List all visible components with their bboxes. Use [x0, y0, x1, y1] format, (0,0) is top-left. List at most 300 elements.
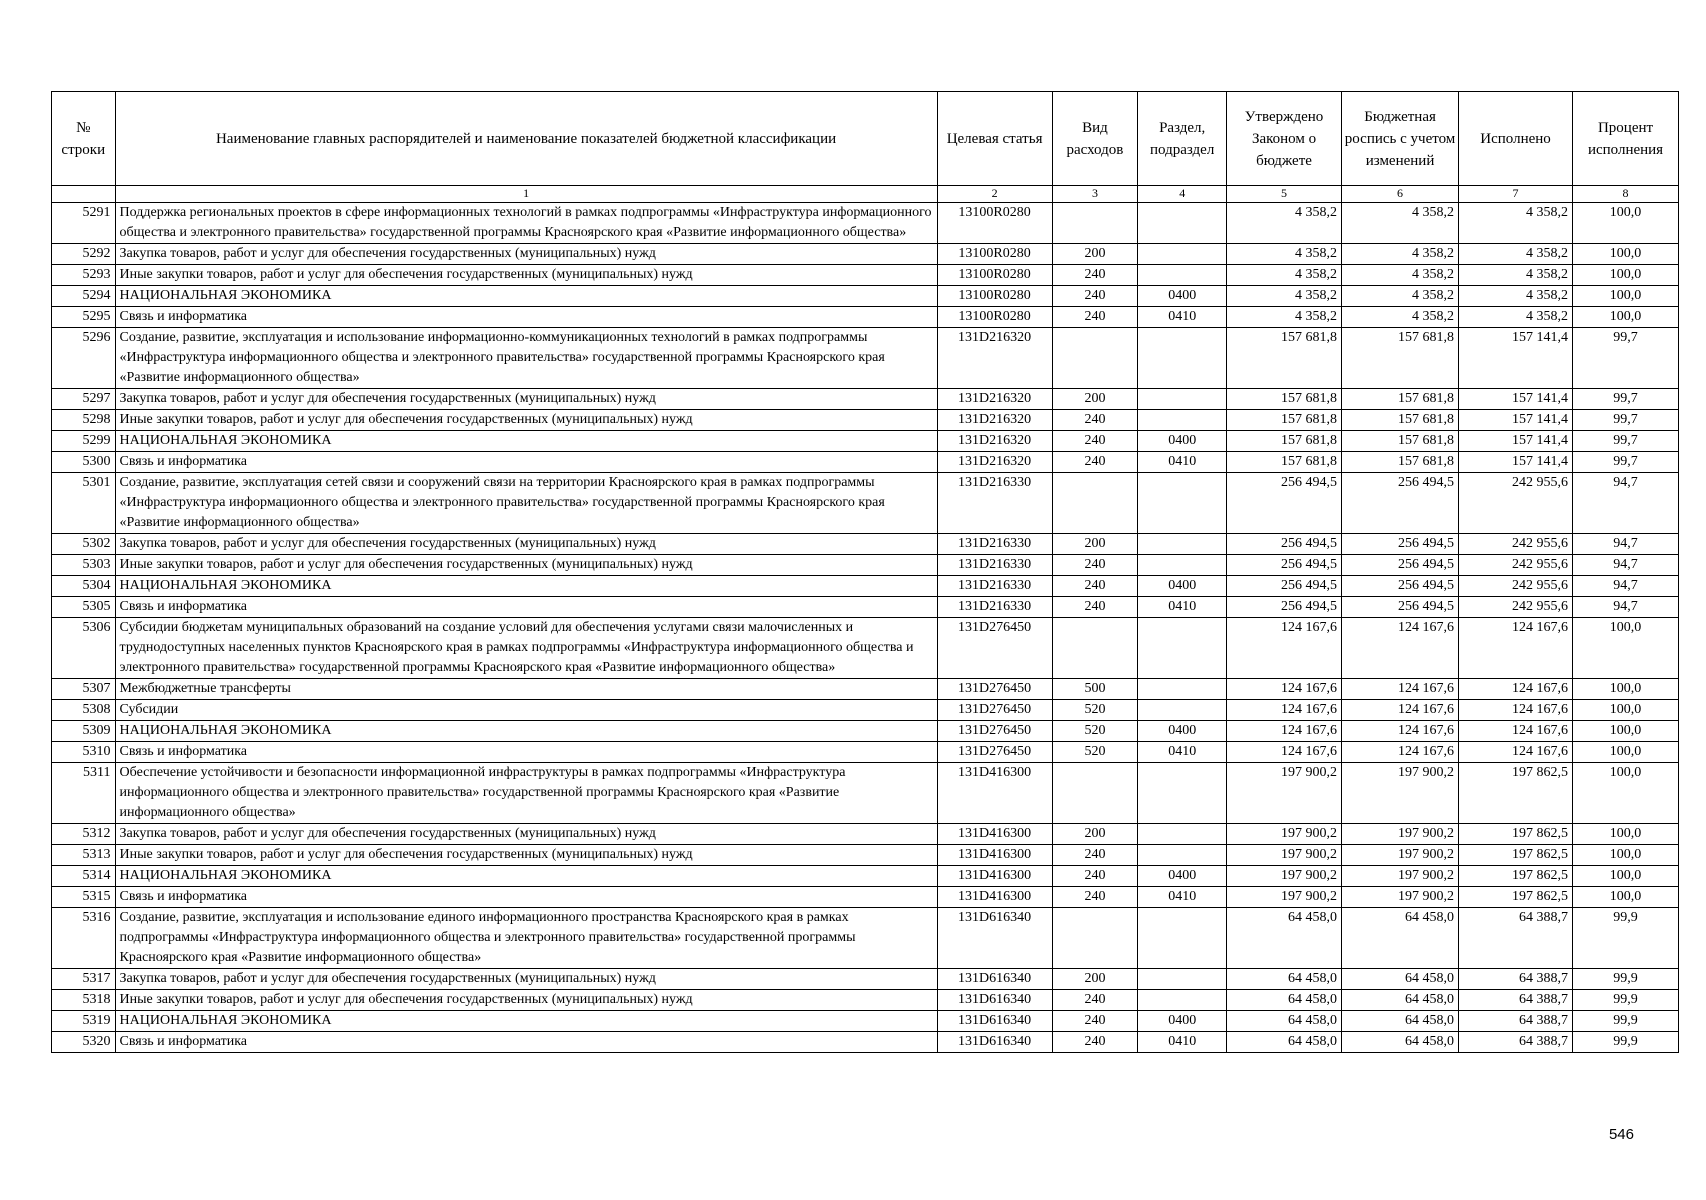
target-article: 131D616340: [937, 969, 1052, 990]
section-code: 0410: [1138, 452, 1227, 473]
section-code: [1138, 763, 1227, 824]
percent-executed: 100,0: [1573, 887, 1679, 908]
percent-executed: 94,7: [1573, 473, 1679, 534]
approved-amount: 124 167,6: [1227, 679, 1342, 700]
approved-amount: 256 494,5: [1227, 473, 1342, 534]
section-code: [1138, 265, 1227, 286]
target-article: 131D216330: [937, 555, 1052, 576]
executed-amount: 124 167,6: [1459, 700, 1573, 721]
expense-type: 240: [1052, 555, 1138, 576]
approved-amount: 197 900,2: [1227, 887, 1342, 908]
executed-amount: 124 167,6: [1459, 742, 1573, 763]
table-row: [52, 452, 1679, 473]
section-code: 0410: [1138, 307, 1227, 328]
table-row: [52, 328, 1679, 389]
row-name: Связь и информатика: [115, 597, 937, 618]
schedule-amount: 124 167,6: [1342, 679, 1459, 700]
expense-type: 200: [1052, 969, 1138, 990]
executed-amount: 64 388,7: [1459, 990, 1573, 1011]
row-number: 5310: [52, 742, 116, 763]
row-number: 5303: [52, 555, 116, 576]
target-article: 13100R0280: [937, 265, 1052, 286]
percent-executed: 100,0: [1573, 742, 1679, 763]
target-article: 131D416300: [937, 866, 1052, 887]
row-name: Связь и информатика: [115, 452, 937, 473]
header-expense-type: Вид расходов: [1052, 92, 1138, 186]
section-code: 0400: [1138, 431, 1227, 452]
schedule-amount: 157 681,8: [1342, 410, 1459, 431]
table-row: [52, 824, 1679, 845]
schedule-amount: 157 681,8: [1342, 328, 1459, 389]
expense-type: 240: [1052, 1011, 1138, 1032]
schedule-amount: 124 167,6: [1342, 742, 1459, 763]
schedule-amount: 197 900,2: [1342, 845, 1459, 866]
column-number: 7: [1459, 186, 1573, 203]
expense-type: 240: [1052, 576, 1138, 597]
row-number: 5298: [52, 410, 116, 431]
percent-executed: 100,0: [1573, 286, 1679, 307]
target-article: 13100R0280: [937, 244, 1052, 265]
executed-amount: 197 862,5: [1459, 887, 1573, 908]
schedule-amount: 256 494,5: [1342, 555, 1459, 576]
approved-amount: 124 167,6: [1227, 700, 1342, 721]
expense-type: [1052, 473, 1138, 534]
approved-amount: 64 458,0: [1227, 1032, 1342, 1053]
column-number: 3: [1052, 186, 1138, 203]
expense-type: 240: [1052, 452, 1138, 473]
budget-execution-table: [51, 91, 1679, 1053]
executed-amount: 64 388,7: [1459, 908, 1573, 969]
approved-amount: 197 900,2: [1227, 845, 1342, 866]
expense-type: 520: [1052, 721, 1138, 742]
target-article: 131D416300: [937, 824, 1052, 845]
executed-amount: 242 955,6: [1459, 473, 1573, 534]
expense-type: [1052, 328, 1138, 389]
table-row: [52, 410, 1679, 431]
approved-amount: 124 167,6: [1227, 721, 1342, 742]
schedule-amount: 4 358,2: [1342, 244, 1459, 265]
target-article: 131D616340: [937, 908, 1052, 969]
schedule-amount: 124 167,6: [1342, 618, 1459, 679]
row-name: Закупка товаров, работ и услуг для обеспечения государственных (муниципальных) нужд: [115, 389, 937, 410]
target-article: 131D216330: [937, 576, 1052, 597]
schedule-amount: 64 458,0: [1342, 1011, 1459, 1032]
row-number: 5312: [52, 824, 116, 845]
expense-type: [1052, 203, 1138, 244]
table-row: [52, 763, 1679, 824]
expense-type: 200: [1052, 824, 1138, 845]
executed-amount: 157 141,4: [1459, 389, 1573, 410]
table-row: [52, 534, 1679, 555]
expense-type: 520: [1052, 700, 1138, 721]
row-number: 5315: [52, 887, 116, 908]
executed-amount: 4 358,2: [1459, 203, 1573, 244]
percent-executed: 94,7: [1573, 555, 1679, 576]
approved-amount: 64 458,0: [1227, 990, 1342, 1011]
expense-type: 200: [1052, 244, 1138, 265]
row-name: Закупка товаров, работ и услуг для обеспечения государственных (муниципальных) нужд: [115, 534, 937, 555]
table-row: [52, 265, 1679, 286]
target-article: 131D216330: [937, 597, 1052, 618]
approved-amount: 197 900,2: [1227, 866, 1342, 887]
target-article: 13100R0280: [937, 307, 1052, 328]
section-code: [1138, 555, 1227, 576]
row-number: 5320: [52, 1032, 116, 1053]
row-name: Субсидии бюджетам муниципальных образований на создание условий для обеспечения услугами связи малочисленных и труднодоступных населенных пунктов Красноярского края в рамках подпрограммы «Инфраструктура информационного общества и электронного правительства» государственной программы Красноярского края «Развитие информационного общества»: [115, 618, 937, 679]
section-code: 0400: [1138, 721, 1227, 742]
row-number: 5302: [52, 534, 116, 555]
approved-amount: 157 681,8: [1227, 389, 1342, 410]
target-article: 131D216330: [937, 534, 1052, 555]
percent-executed: 100,0: [1573, 824, 1679, 845]
schedule-amount: 256 494,5: [1342, 576, 1459, 597]
table-row: [52, 576, 1679, 597]
table-row: [52, 1032, 1679, 1053]
section-code: [1138, 203, 1227, 244]
executed-amount: 157 141,4: [1459, 328, 1573, 389]
executed-amount: 242 955,6: [1459, 534, 1573, 555]
executed-amount: 242 955,6: [1459, 576, 1573, 597]
schedule-amount: 256 494,5: [1342, 473, 1459, 534]
row-number: 5319: [52, 1011, 116, 1032]
table-row: [52, 742, 1679, 763]
column-number: [52, 186, 116, 203]
column-number: 1: [115, 186, 937, 203]
schedule-amount: 64 458,0: [1342, 908, 1459, 969]
table-row: [52, 286, 1679, 307]
row-name: Связь и информатика: [115, 1032, 937, 1053]
target-article: 131D276450: [937, 742, 1052, 763]
executed-amount: 124 167,6: [1459, 721, 1573, 742]
target-article: 131D416300: [937, 763, 1052, 824]
expense-type: 240: [1052, 845, 1138, 866]
percent-executed: 99,7: [1573, 410, 1679, 431]
target-article: 131D416300: [937, 887, 1052, 908]
percent-executed: 100,0: [1573, 721, 1679, 742]
expense-type: 200: [1052, 389, 1138, 410]
percent-executed: 99,7: [1573, 452, 1679, 473]
row-number: 5301: [52, 473, 116, 534]
expense-type: 240: [1052, 307, 1138, 328]
approved-amount: 4 358,2: [1227, 265, 1342, 286]
schedule-amount: 4 358,2: [1342, 203, 1459, 244]
row-number: 5294: [52, 286, 116, 307]
approved-amount: 197 900,2: [1227, 763, 1342, 824]
table-row: [52, 618, 1679, 679]
expense-type: 520: [1052, 742, 1138, 763]
approved-amount: 256 494,5: [1227, 534, 1342, 555]
percent-executed: 99,9: [1573, 908, 1679, 969]
table-row: [52, 700, 1679, 721]
table-row: [52, 969, 1679, 990]
row-number: 5297: [52, 389, 116, 410]
header-row: [52, 92, 1679, 186]
row-number: 5318: [52, 990, 116, 1011]
table-body: [52, 203, 1679, 1053]
row-number: 5308: [52, 700, 116, 721]
table-row: [52, 555, 1679, 576]
row-name: Создание, развитие, эксплуатация и использование информационно-коммуникационных технологий в рамках подпрограммы «Инфраструктура информационного общества и электронного правительства» государственной программы Красноярского края «Развитие информационного общества»: [115, 328, 937, 389]
percent-executed: 100,0: [1573, 866, 1679, 887]
section-code: [1138, 328, 1227, 389]
percent-executed: 99,7: [1573, 328, 1679, 389]
schedule-amount: 4 358,2: [1342, 265, 1459, 286]
header-target-article: Целевая статья: [937, 92, 1052, 186]
row-number: 5307: [52, 679, 116, 700]
row-number: 5305: [52, 597, 116, 618]
row-number: 5293: [52, 265, 116, 286]
schedule-amount: 157 681,8: [1342, 452, 1459, 473]
percent-executed: 99,9: [1573, 969, 1679, 990]
row-name: Иные закупки товаров, работ и услуг для обеспечения государственных (муниципальных) нужд: [115, 265, 937, 286]
section-code: [1138, 700, 1227, 721]
section-code: [1138, 824, 1227, 845]
row-name: Межбюджетные трансферты: [115, 679, 937, 700]
schedule-amount: 197 900,2: [1342, 763, 1459, 824]
row-name: Иные закупки товаров, работ и услуг для обеспечения государственных (муниципальных) нужд: [115, 555, 937, 576]
table-row: [52, 679, 1679, 700]
target-article: 13100R0280: [937, 203, 1052, 244]
percent-executed: 99,9: [1573, 990, 1679, 1011]
approved-amount: 124 167,6: [1227, 618, 1342, 679]
table-row: [52, 990, 1679, 1011]
section-code: 0400: [1138, 576, 1227, 597]
table-row: [52, 431, 1679, 452]
target-article: 131D216320: [937, 389, 1052, 410]
approved-amount: 64 458,0: [1227, 908, 1342, 969]
percent-executed: 99,9: [1573, 1032, 1679, 1053]
column-number: 4: [1138, 186, 1227, 203]
schedule-amount: 124 167,6: [1342, 721, 1459, 742]
table-row: [52, 473, 1679, 534]
target-article: 131D276450: [937, 700, 1052, 721]
header-executed: Исполнено: [1459, 92, 1573, 186]
section-code: 0400: [1138, 286, 1227, 307]
row-name: Создание, развитие, эксплуатация и использование единого информационного пространства Красноярского края в рамках подпрограммы «Инфраструктура информационного общества и электронного правительства» государственной программы Красноярского края «Развитие информационного общества»: [115, 908, 937, 969]
header-budget-schedule: Бюджетная роспись с учетом изменений: [1342, 92, 1459, 186]
percent-executed: 100,0: [1573, 700, 1679, 721]
expense-type: 240: [1052, 286, 1138, 307]
section-code: [1138, 389, 1227, 410]
column-number: 5: [1227, 186, 1342, 203]
section-code: [1138, 534, 1227, 555]
executed-amount: 4 358,2: [1459, 244, 1573, 265]
target-article: 131D216330: [937, 473, 1052, 534]
executed-amount: 242 955,6: [1459, 555, 1573, 576]
schedule-amount: 197 900,2: [1342, 887, 1459, 908]
section-code: 0400: [1138, 866, 1227, 887]
target-article: 131D616340: [937, 1011, 1052, 1032]
percent-executed: 100,0: [1573, 203, 1679, 244]
percent-executed: 94,7: [1573, 597, 1679, 618]
row-number: 5314: [52, 866, 116, 887]
row-name: Иные закупки товаров, работ и услуг для обеспечения государственных (муниципальных) нужд: [115, 845, 937, 866]
executed-amount: 4 358,2: [1459, 286, 1573, 307]
row-number: 5300: [52, 452, 116, 473]
target-article: 131D216320: [937, 431, 1052, 452]
section-code: [1138, 618, 1227, 679]
approved-amount: 157 681,8: [1227, 328, 1342, 389]
section-code: 0410: [1138, 742, 1227, 763]
expense-type: 240: [1052, 410, 1138, 431]
row-name: Обеспечение устойчивости и безопасности информационной инфраструктуры в рамках подпрограммы «Инфраструктура информационного общества и электронного правительства» государственной программы Красноярского края «Развитие информационного общества»: [115, 763, 937, 824]
row-name: Закупка товаров, работ и услуг для обеспечения государственных (муниципальных) нужд: [115, 824, 937, 845]
section-code: [1138, 679, 1227, 700]
row-name: НАЦИОНАЛЬНАЯ ЭКОНОМИКА: [115, 576, 937, 597]
table-row: [52, 908, 1679, 969]
expense-type: [1052, 908, 1138, 969]
percent-executed: 100,0: [1573, 244, 1679, 265]
section-code: [1138, 473, 1227, 534]
row-number: 5291: [52, 203, 116, 244]
percent-executed: 100,0: [1573, 265, 1679, 286]
approved-amount: 256 494,5: [1227, 597, 1342, 618]
table-row: [52, 244, 1679, 265]
row-number: 5299: [52, 431, 116, 452]
approved-amount: 64 458,0: [1227, 969, 1342, 990]
schedule-amount: 197 900,2: [1342, 866, 1459, 887]
executed-amount: 197 862,5: [1459, 845, 1573, 866]
expense-type: 240: [1052, 597, 1138, 618]
row-name: Закупка товаров, работ и услуг для обеспечения государственных (муниципальных) нужд: [115, 969, 937, 990]
expense-type: 240: [1052, 887, 1138, 908]
approved-amount: 4 358,2: [1227, 307, 1342, 328]
schedule-amount: 256 494,5: [1342, 534, 1459, 555]
executed-amount: 4 358,2: [1459, 307, 1573, 328]
target-article: 131D616340: [937, 1032, 1052, 1053]
target-article: 131D216320: [937, 328, 1052, 389]
row-name: Связь и информатика: [115, 307, 937, 328]
header-approved: Утверждено Законом о бюджете: [1227, 92, 1342, 186]
approved-amount: 4 358,2: [1227, 286, 1342, 307]
percent-executed: 100,0: [1573, 307, 1679, 328]
percent-executed: 100,0: [1573, 679, 1679, 700]
expense-type: [1052, 618, 1138, 679]
expense-type: [1052, 763, 1138, 824]
expense-type: 200: [1052, 534, 1138, 555]
executed-amount: 64 388,7: [1459, 1032, 1573, 1053]
section-code: 0410: [1138, 887, 1227, 908]
row-number: 5292: [52, 244, 116, 265]
target-article: 131D216320: [937, 452, 1052, 473]
expense-type: 240: [1052, 990, 1138, 1011]
section-code: [1138, 969, 1227, 990]
executed-amount: 157 141,4: [1459, 452, 1573, 473]
target-article: 131D276450: [937, 618, 1052, 679]
header-percent: Процент исполнения: [1573, 92, 1679, 186]
row-name: Закупка товаров, работ и услуг для обеспечения государственных (муниципальных) нужд: [115, 244, 937, 265]
percent-executed: 99,7: [1573, 431, 1679, 452]
expense-type: 240: [1052, 866, 1138, 887]
row-name: НАЦИОНАЛЬНАЯ ЭКОНОМИКА: [115, 721, 937, 742]
row-name: Создание, развитие, эксплуатация сетей связи и сооружений связи на территории Красноярского края в рамках подпрограммы «Инфраструктура информационного общества и электронного правительства» государственной программы Красноярского края «Развитие информационного общества»: [115, 473, 937, 534]
row-number: 5296: [52, 328, 116, 389]
row-name: Иные закупки товаров, работ и услуг для обеспечения государственных (муниципальных) нужд: [115, 990, 937, 1011]
row-name: Субсидии: [115, 700, 937, 721]
executed-amount: 157 141,4: [1459, 410, 1573, 431]
executed-amount: 242 955,6: [1459, 597, 1573, 618]
schedule-amount: 64 458,0: [1342, 969, 1459, 990]
schedule-amount: 124 167,6: [1342, 700, 1459, 721]
row-name: НАЦИОНАЛЬНАЯ ЭКОНОМИКА: [115, 866, 937, 887]
page-number: 546: [1608, 1126, 1634, 1143]
schedule-amount: 256 494,5: [1342, 597, 1459, 618]
target-article: 131D276450: [937, 679, 1052, 700]
row-number: 5313: [52, 845, 116, 866]
target-article: 131D216320: [937, 410, 1052, 431]
executed-amount: 124 167,6: [1459, 679, 1573, 700]
column-number: 8: [1573, 186, 1679, 203]
table-row: [52, 307, 1679, 328]
row-number: 5316: [52, 908, 116, 969]
approved-amount: 124 167,6: [1227, 742, 1342, 763]
percent-executed: 94,7: [1573, 534, 1679, 555]
header-name: Наименование главных распорядителей и наименование показателей бюджетной классификации: [115, 92, 937, 186]
column-number: 2: [937, 186, 1052, 203]
expense-type: 240: [1052, 1032, 1138, 1053]
approved-amount: 256 494,5: [1227, 555, 1342, 576]
executed-amount: 197 862,5: [1459, 824, 1573, 845]
column-number-row: [52, 186, 1679, 203]
schedule-amount: 64 458,0: [1342, 1032, 1459, 1053]
approved-amount: 157 681,8: [1227, 431, 1342, 452]
executed-amount: 157 141,4: [1459, 431, 1573, 452]
expense-type: 240: [1052, 431, 1138, 452]
row-name: НАЦИОНАЛЬНАЯ ЭКОНОМИКА: [115, 1011, 937, 1032]
target-article: 13100R0280: [937, 286, 1052, 307]
section-code: [1138, 410, 1227, 431]
target-article: 131D616340: [937, 990, 1052, 1011]
approved-amount: 4 358,2: [1227, 244, 1342, 265]
row-number: 5311: [52, 763, 116, 824]
row-number: 5304: [52, 576, 116, 597]
section-code: [1138, 990, 1227, 1011]
header-row-number: № строки: [52, 92, 116, 186]
percent-executed: 100,0: [1573, 763, 1679, 824]
row-number: 5317: [52, 969, 116, 990]
percent-executed: 100,0: [1573, 845, 1679, 866]
percent-executed: 94,7: [1573, 576, 1679, 597]
approved-amount: 64 458,0: [1227, 1011, 1342, 1032]
executed-amount: 64 388,7: [1459, 969, 1573, 990]
row-number: 5295: [52, 307, 116, 328]
executed-amount: 197 862,5: [1459, 763, 1573, 824]
schedule-amount: 157 681,8: [1342, 389, 1459, 410]
target-article: 131D276450: [937, 721, 1052, 742]
percent-executed: 99,7: [1573, 389, 1679, 410]
table-row: [52, 203, 1679, 244]
schedule-amount: 157 681,8: [1342, 431, 1459, 452]
table-row: [52, 887, 1679, 908]
row-number: 5306: [52, 618, 116, 679]
executed-amount: 4 358,2: [1459, 265, 1573, 286]
approved-amount: 157 681,8: [1227, 452, 1342, 473]
executed-amount: 64 388,7: [1459, 1011, 1573, 1032]
approved-amount: 197 900,2: [1227, 824, 1342, 845]
executed-amount: 197 862,5: [1459, 866, 1573, 887]
row-name: Связь и информатика: [115, 887, 937, 908]
table-row: [52, 866, 1679, 887]
column-number: 6: [1342, 186, 1459, 203]
expense-type: 500: [1052, 679, 1138, 700]
row-number: 5309: [52, 721, 116, 742]
percent-executed: 99,9: [1573, 1011, 1679, 1032]
target-article: 131D416300: [937, 845, 1052, 866]
percent-executed: 100,0: [1573, 618, 1679, 679]
schedule-amount: 64 458,0: [1342, 990, 1459, 1011]
table-row: [52, 1011, 1679, 1032]
row-name: Поддержка региональных проектов в сфере информационных технологий в рамках подпрограммы «Инфраструктура информационного общества и электронного правительства» государственной программы Красноярского края «Развитие информационного общества»: [115, 203, 937, 244]
